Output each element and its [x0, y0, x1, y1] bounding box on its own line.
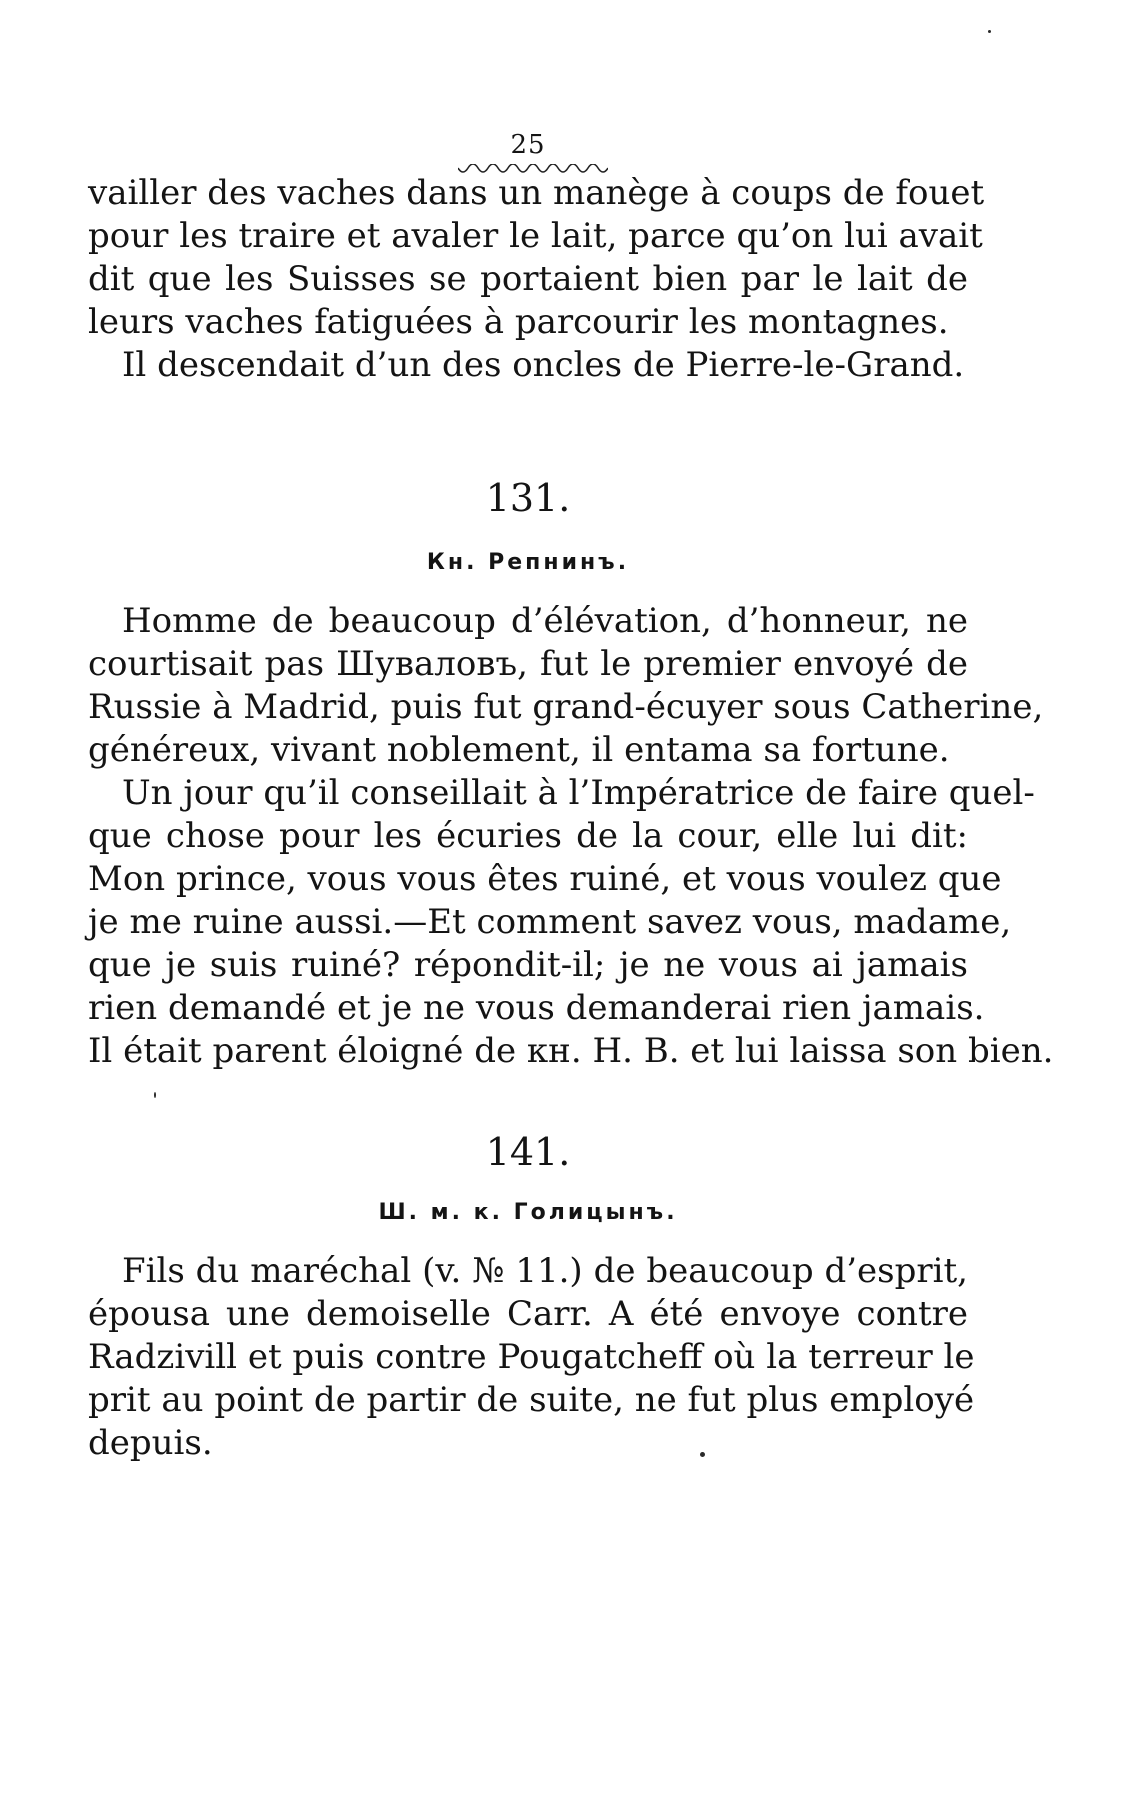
text-line: Il était parent éloigné de кн. H. B. et lui laissa son bien.	[88, 1031, 1054, 1071]
book-page	[88, 0, 1054, 1800]
text-line: que chose pour les écuries de la cour, elle lui dit:	[88, 816, 968, 856]
text-line: généreux, vivant noblement, il entama sa fortune.	[88, 730, 950, 770]
scan-speck	[154, 1092, 156, 1098]
text-line: Homme de beaucoup d’élévation, d’honneur, ne	[122, 601, 968, 641]
text-line: Radzivill et puis contre Pougatcheff où la terreur le	[88, 1337, 975, 1377]
text-line: Un jour qu’il conseillait à l’Impératrice de faire quel-	[122, 773, 1035, 813]
text-line: Il descendait d’un des oncles de Pierre-le-Grand.	[122, 345, 965, 385]
entry-paragraph	[88, 772, 1054, 1073]
text-line: Mon prince, vous vous êtes ruiné, et vous voulez que	[88, 859, 1002, 899]
text-line: vailler des vaches dans un manège à coups de fouet	[88, 173, 985, 213]
text-line: leurs vaches fatiguées à parcourir les montagnes.	[88, 302, 949, 342]
entry-number: 131.	[485, 476, 571, 520]
entry-paragraph	[88, 1250, 975, 1465]
text-line: épousa une demoiselle Carr. A été envoye contre	[88, 1294, 968, 1334]
continuation-text	[88, 172, 985, 387]
text-line: dit que les Suisses se portaient bien par le lait de	[88, 259, 968, 299]
page-number: 25	[510, 130, 546, 160]
text-line: que je suis ruiné? répondit-il; je ne vous ai jamais	[88, 945, 968, 985]
entry-heading: Ш. м. к. Голицынъ.	[378, 1200, 678, 1225]
text-line: Russie à Madrid, puis fut grand-écuyer sous Catherine,	[88, 687, 1044, 727]
text-line: Fils du maréchal (v. № 11.) de beaucoup d’esprit,	[122, 1251, 968, 1291]
entry-heading: Кн. Репнинъ.	[426, 550, 630, 575]
scan-speck	[988, 30, 991, 33]
text-line: rien demandé et je ne vous demanderai rien jamais.	[88, 988, 985, 1028]
text-line: pour les traire et avaler le lait, parce qu’on lui avait	[88, 216, 983, 256]
text-line: depuis.	[88, 1423, 213, 1463]
text-line: je me ruine aussi.—Et comment savez vous, madame,	[88, 902, 1012, 942]
text-line: courtisait pas Шуваловъ, fut le premier envoyé de	[88, 644, 968, 684]
entry-paragraph	[88, 600, 1044, 772]
entry-number: 141.	[485, 1130, 571, 1174]
scan-speck	[700, 1452, 705, 1457]
text-line: prit au point de partir de suite, ne fut plus employé	[88, 1380, 975, 1420]
